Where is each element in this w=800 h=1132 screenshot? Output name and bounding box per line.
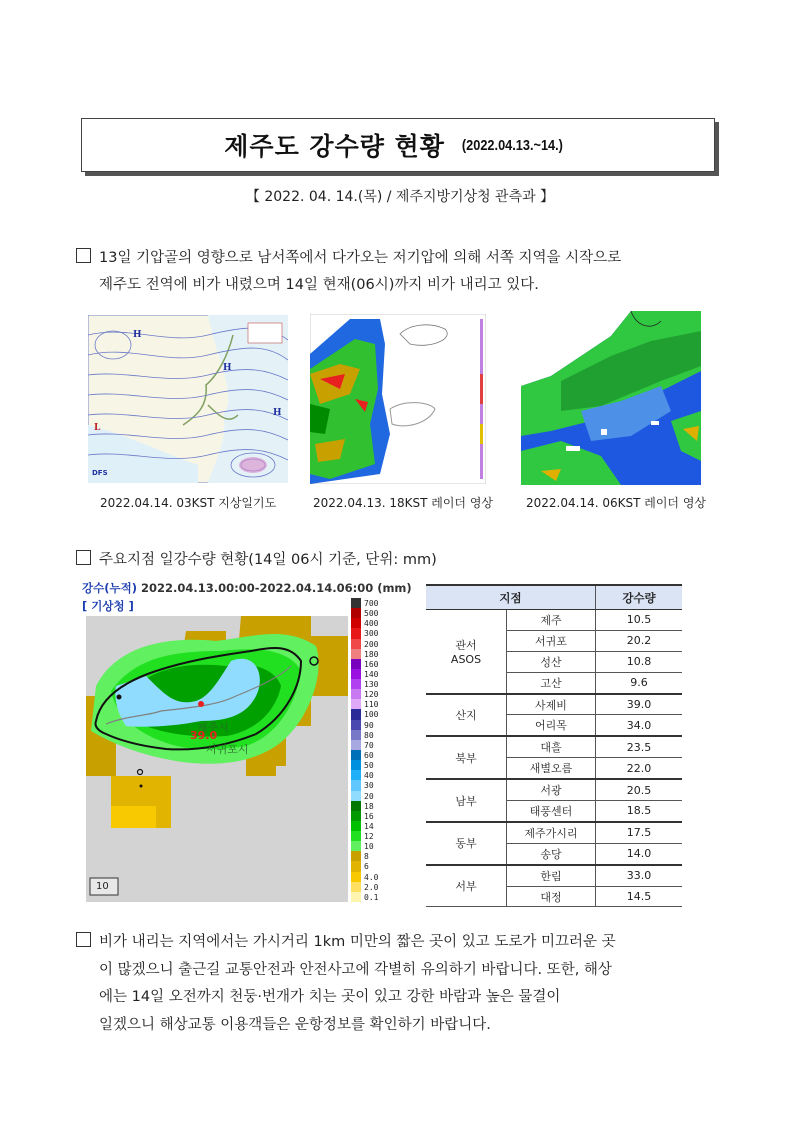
image-caption-1: 2022.04.14. 03KST 지상일기도 (100, 496, 277, 510)
map-label-seogwipo: 서귀포시 (206, 743, 249, 756)
legend-label: 4.0 (364, 872, 379, 882)
svg-text:H: H (273, 408, 282, 418)
section-heading (76, 548, 437, 569)
station-name: 한림 (507, 865, 596, 886)
notice-line-4: 일겠으니 해상교통 이용객들은 운항정보를 확인하기 바랍니다. (99, 1016, 491, 1033)
checkbox-bullet-icon (76, 550, 91, 565)
rainfall-value: 14.5 (596, 886, 683, 907)
legend-swatch (351, 780, 361, 791)
rainfall-value: 23.5 (596, 736, 683, 757)
region-group-cell (426, 694, 507, 737)
region-group-cell (426, 610, 507, 694)
rainfall-value: 39.0 (596, 694, 683, 715)
legend-swatch (351, 730, 361, 741)
legend-label: 700 (364, 599, 379, 608)
svg-text:DFS: DFS (92, 469, 108, 477)
rainfall-table (426, 584, 682, 907)
legend-swatch (351, 770, 361, 781)
legend-swatch (351, 669, 361, 680)
legend-label: 18 (364, 801, 374, 811)
legend-swatch (351, 679, 361, 690)
legend-swatch (351, 750, 361, 761)
rainfall-value: 34.0 (596, 715, 683, 736)
station-name: 제주 (507, 610, 596, 631)
rainfall-value: 17.5 (596, 822, 683, 843)
station-name: 새별오름 (507, 758, 596, 779)
legend-label: 130 (364, 680, 379, 690)
table-row (426, 610, 682, 631)
region-group-cell (426, 822, 507, 865)
region-group-name: 북부 (455, 751, 477, 765)
legend-label: 14 (364, 821, 374, 831)
legend-swatch (351, 639, 361, 650)
weather-chart-image (88, 315, 288, 483)
map-title-period: 2022.04.13.00:00-2022.04.14.06:00 (mm) (140, 581, 412, 595)
checkbox-bullet-icon (76, 932, 91, 947)
weather-chart-icon (88, 315, 288, 483)
region-group-cell (426, 865, 507, 907)
radar-image-2 (521, 311, 701, 485)
map-agency: [ 기상청 ] (82, 599, 134, 613)
legend-label: 80 (364, 730, 374, 740)
header-rainfall: 강수량 (596, 585, 683, 610)
station-name: 성산 (507, 651, 596, 672)
header-station: 지점 (426, 585, 596, 610)
svg-text:H: H (133, 330, 142, 340)
region-group-cell (426, 736, 507, 779)
legend-swatch (351, 861, 361, 872)
legend-label: 110 (364, 700, 379, 710)
region-group-name: 동부 (455, 837, 477, 851)
map-max-value: 39.0 (190, 729, 218, 742)
date-and-department: 【 2022. 04. 14.(목) / 제주지방기상청 관측과 】 (245, 189, 555, 205)
notice-line-3: 에는 14일 오전까지 천둥·번개가 치는 곳이 있고 강한 바람과 높은 물결이 (99, 989, 561, 1005)
legend-swatch (351, 841, 361, 852)
table-row (426, 865, 682, 886)
legend-label: 140 (364, 669, 379, 679)
legend-swatch (351, 791, 361, 802)
station-name: 대정 (507, 886, 596, 907)
section-heading-text: 주요지점 일강수량 현황(14일 06시 기준, 단위: mm) (99, 552, 437, 568)
legend-swatch (351, 872, 361, 883)
legend-label: 0.1 (364, 892, 379, 902)
station-name: 태풍센터 (507, 801, 596, 822)
legend-swatch (351, 689, 361, 700)
legend-swatch (351, 709, 361, 720)
rainfall-value: 18.5 (596, 801, 683, 822)
notice-line-1: 비가 내리는 지역에서는 가시거리 1km 미만의 짧은 곳이 있고 도로가 미끄러운 곳 (99, 934, 616, 950)
legend-label: 120 (364, 690, 379, 700)
title-box (81, 118, 715, 172)
rainfall-value: 20.5 (596, 779, 683, 800)
jeju-rainfall-map-icon (86, 616, 348, 902)
station-name: 송당 (507, 843, 596, 864)
legend-label: 160 (364, 659, 379, 669)
legend-color-bar (351, 598, 361, 902)
legend-label: 200 (364, 639, 379, 649)
legend-label: 12 (364, 832, 374, 842)
legend-swatch (351, 628, 361, 639)
svg-text:H: H (223, 363, 232, 373)
legend-swatch (351, 598, 361, 609)
map-scale-label: 10 (96, 881, 109, 892)
legend-swatch (351, 649, 361, 660)
legend-label: 8 (364, 852, 369, 862)
legend-swatch (351, 892, 361, 903)
table-row (426, 694, 682, 715)
region-group-name: 남부 (455, 794, 477, 808)
region-group-name: 관서 (455, 638, 477, 652)
image-caption-2: 2022.04.13. 18KST 레이더 영상 (313, 496, 494, 510)
legend-swatch (351, 760, 361, 771)
rainfall-value: 22.0 (596, 758, 683, 779)
legend-label: 500 (364, 609, 379, 619)
rainfall-value: 9.6 (596, 672, 683, 693)
table-row (426, 822, 682, 843)
map-title-prefix: 강수(누적) (82, 581, 137, 595)
legend-swatch (351, 618, 361, 629)
legend-label: 90 (364, 720, 374, 730)
station-name: 사제비 (507, 694, 596, 715)
legend-swatch (351, 821, 361, 832)
legend-swatch (351, 811, 361, 822)
radar-icon (521, 311, 701, 485)
legend-label: 400 (364, 619, 379, 629)
legend-swatch (351, 608, 361, 619)
legend-swatch (351, 801, 361, 812)
radar-icon (310, 314, 486, 484)
notice-line-2: 이 많겠으니 출근길 교통안전과 안전사고에 각별히 유의하기 바랍니다. 또한, 해상 (99, 961, 612, 978)
table-row (426, 779, 682, 800)
legend-swatch (351, 740, 361, 751)
legend-label: 50 (364, 761, 374, 771)
region-group-cell (426, 779, 507, 822)
legend-swatch (351, 851, 361, 862)
checkbox-bullet-icon (76, 248, 91, 263)
legend-label: 70 (364, 740, 374, 750)
station-name: 서광 (507, 779, 596, 800)
station-name: 대흘 (507, 736, 596, 757)
image-caption-3: 2022.04.14. 06KST 레이더 영상 (526, 496, 707, 510)
legend-label: 40 (364, 771, 374, 781)
legend-swatch (351, 831, 361, 842)
legend-label: 16 (364, 811, 374, 821)
legend-swatch (351, 699, 361, 710)
rainfall-value: 14.0 (596, 843, 683, 864)
legend-label: 180 (364, 649, 379, 659)
legend-swatch (351, 882, 361, 893)
table-row (426, 736, 682, 757)
svg-text:L: L (94, 423, 101, 433)
legend-label: 6 (364, 862, 369, 872)
region-group-name: 산지 (455, 708, 477, 722)
page-title: 제주도 강수량 현황 (224, 132, 445, 161)
legend-swatch (351, 659, 361, 670)
legend-label: 60 (364, 751, 374, 760)
map-label-jeju: 제주시 (197, 721, 229, 734)
legend-label: 10 (364, 842, 374, 852)
legend-label: 100 (364, 710, 379, 720)
region-group-subname: ASOS (450, 652, 482, 666)
legend-label: 30 (364, 781, 374, 791)
rainfall-map-panel (80, 578, 412, 904)
legend-label: 300 (364, 629, 379, 639)
radar-image-1 (310, 314, 486, 484)
rainfall-value: 20.2 (596, 630, 683, 651)
region-group-name: 서부 (455, 880, 477, 894)
rainfall-value: 10.8 (596, 651, 683, 672)
notice-paragraph (76, 929, 726, 1039)
table-header-row (426, 585, 682, 610)
rainfall-map (86, 616, 348, 902)
legend-labels (364, 600, 390, 902)
rainfall-value: 10.5 (596, 610, 683, 631)
intro-paragraph (76, 245, 726, 299)
legend-label: 2.0 (364, 882, 379, 892)
map-title (82, 580, 412, 596)
station-name: 제주가시리 (507, 822, 596, 843)
rainfall-value: 33.0 (596, 865, 683, 886)
station-name: 서귀포 (507, 630, 596, 651)
legend-label: 20 (364, 791, 374, 801)
intro-line-1: 13일 기압골의 영향으로 남서쪽에서 다가오는 저기압에 의해 서쪽 지역을 시작으로 (99, 250, 622, 266)
station-name: 어리목 (507, 715, 596, 736)
station-name: 고산 (507, 672, 596, 693)
title-period: (2022.04.13.~14.) (461, 136, 563, 154)
intro-line-2: 제주도 전역에 비가 내렸으며 14일 현재(06시)까지 비가 내리고 있다. (99, 277, 539, 293)
legend-swatch (351, 720, 361, 731)
